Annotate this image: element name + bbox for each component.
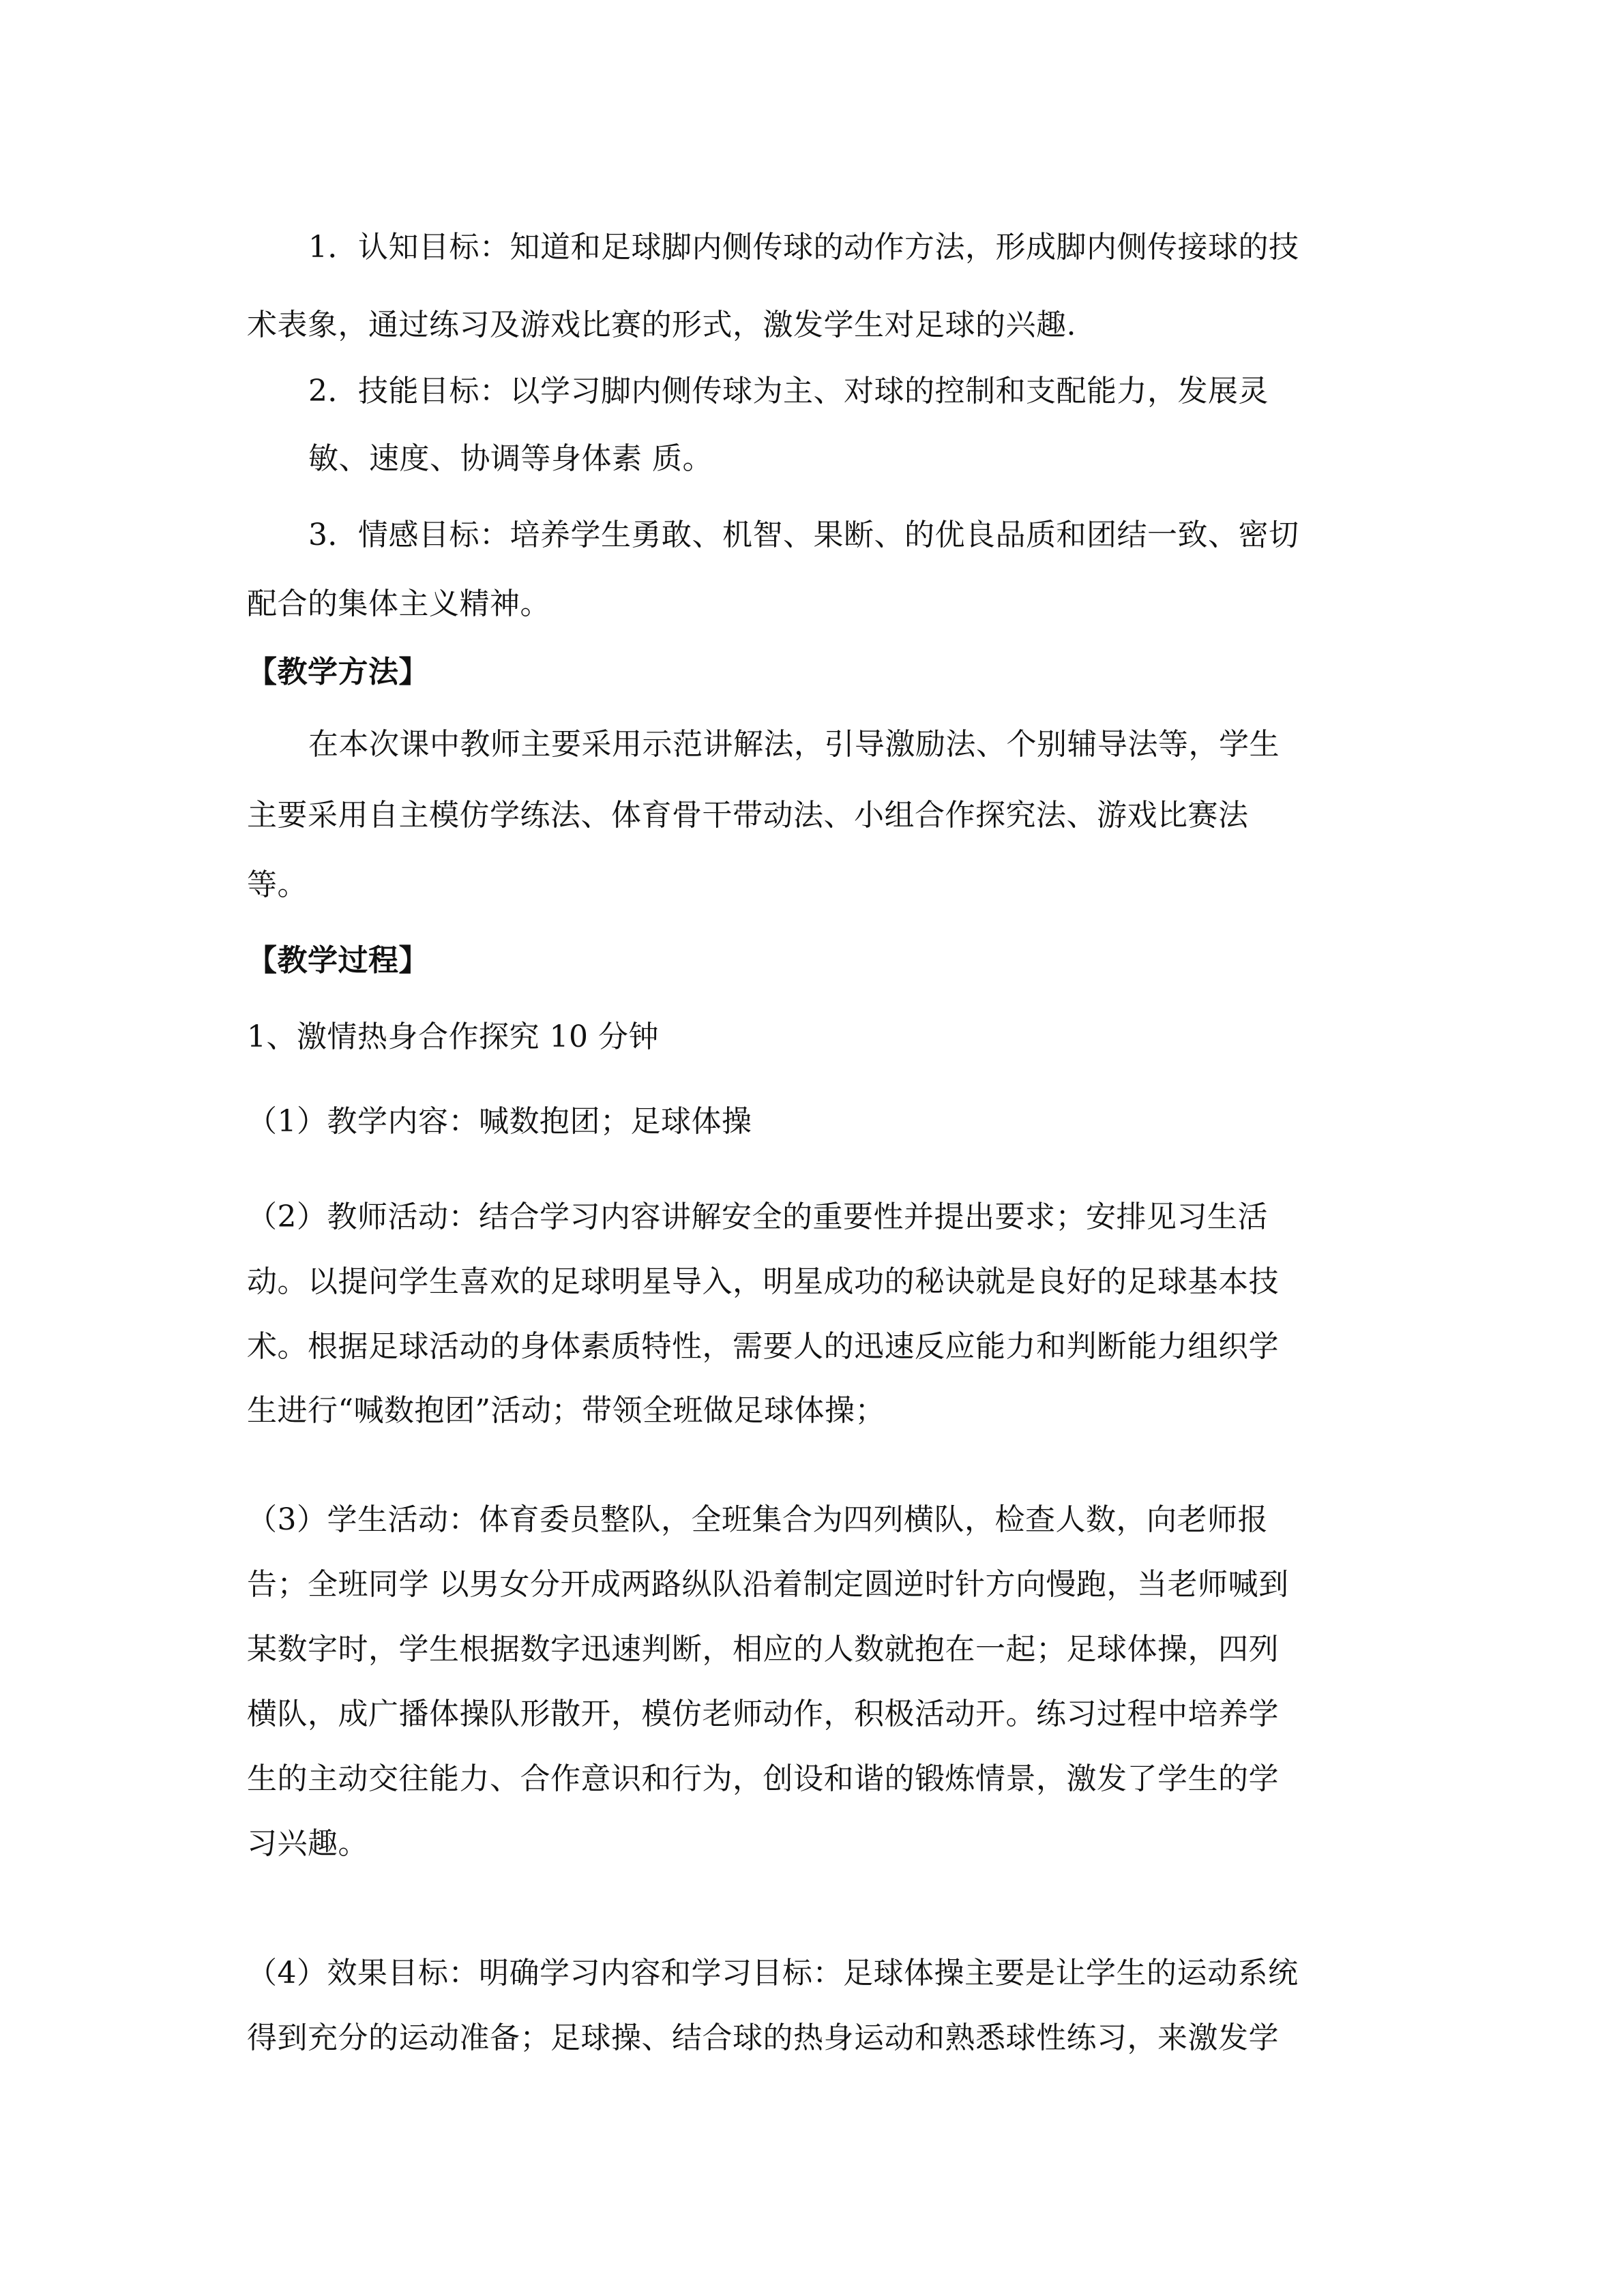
student-activity-line-1: （3）学生活动：体育委员整队，全班集合为四列横队，检查人数，向老师报 bbox=[247, 1502, 1268, 1537]
teaching-process-heading: 【教学过程】 bbox=[247, 943, 429, 978]
teacher-activity-line-1: （2）教师活动：结合学习内容讲解安全的重要性并提出要求；安排见习生活 bbox=[247, 1199, 1268, 1234]
affective-objective-line-1: 3．情感目标：培养学生勇敢、机智、果断、的优良品质和团结一致、密切 bbox=[308, 518, 1299, 552]
teacher-activity-line-3: 术。根据足球活动的身体素质特性，需要人的迅速反应能力和判断能力组织学 bbox=[247, 1329, 1279, 1364]
teaching-methods-heading: 【教学方法】 bbox=[247, 655, 429, 689]
effect-objective-line-1: （4）效果目标：明确学习内容和学习目标：足球体操主要是让学生的运动系统 bbox=[247, 1956, 1299, 1991]
student-activity-line-6: 习兴趣。 bbox=[247, 1826, 368, 1861]
student-activity-line-5: 生的主动交往能力、合作意识和行为，创设和谐的锻炼情景，激发了学生的学 bbox=[247, 1761, 1279, 1796]
cognitive-objective-line-2: 术表象，通过练习及游戏比赛的形式，激发学生对足球的兴趣. bbox=[247, 308, 1076, 342]
teacher-activity-line-2: 动。以提问学生喜欢的足球明星导入，明星成功的秘诀就是良好的足球基本技 bbox=[247, 1264, 1279, 1299]
process-step-1: 1、激情热身合作探究 10 分钟 bbox=[247, 1019, 659, 1054]
cognitive-objective-line-1: 1．认知目标：知道和足球脚内侧传球的动作方法，形成脚内侧传接球的技 bbox=[308, 230, 1299, 265]
student-activity-line-3: 某数字时，学生根据数字迅速判断，相应的人数就抱在一起；足球体操，四列 bbox=[247, 1632, 1279, 1667]
skill-objective-line-1: 2．技能目标：以学习脚内侧传球为主、对球的控制和支配能力，发展灵 bbox=[308, 374, 1269, 408]
teaching-methods-line-2: 主要采用自主模仿学练法、体育骨干带动法、小组合作探究法、游戏比赛法 bbox=[247, 798, 1249, 833]
skill-objective-line-2: 敏、速度、协调等身体素 质。 bbox=[308, 441, 713, 476]
teaching-methods-line-3: 等。 bbox=[247, 867, 308, 902]
process-content: （1）教学内容：喊数抱团；足球体操 bbox=[247, 1104, 752, 1139]
affective-objective-line-2: 配合的集体主义精神。 bbox=[247, 586, 550, 621]
student-activity-line-4: 横队，成广播体操队形散开，模仿老师动作，积极活动开。练习过程中培养学 bbox=[247, 1697, 1279, 1731]
teaching-methods-line-1: 在本次课中教师主要采用示范讲解法，引导激励法、个别辅导法等，学生 bbox=[308, 727, 1280, 762]
effect-objective-line-2: 得到充分的运动准备；足球操、结合球的热身运动和熟悉球性练习，来激发学 bbox=[247, 2021, 1279, 2055]
teacher-activity-line-4: 生进行“喊数抱团”活动；带领全班做足球体操； bbox=[247, 1393, 885, 1428]
student-activity-line-2: 告；全班同学 以男女分开成两路纵队沿着制定圆逆时针方向慢跑，当老师喊到 bbox=[247, 1567, 1289, 1602]
